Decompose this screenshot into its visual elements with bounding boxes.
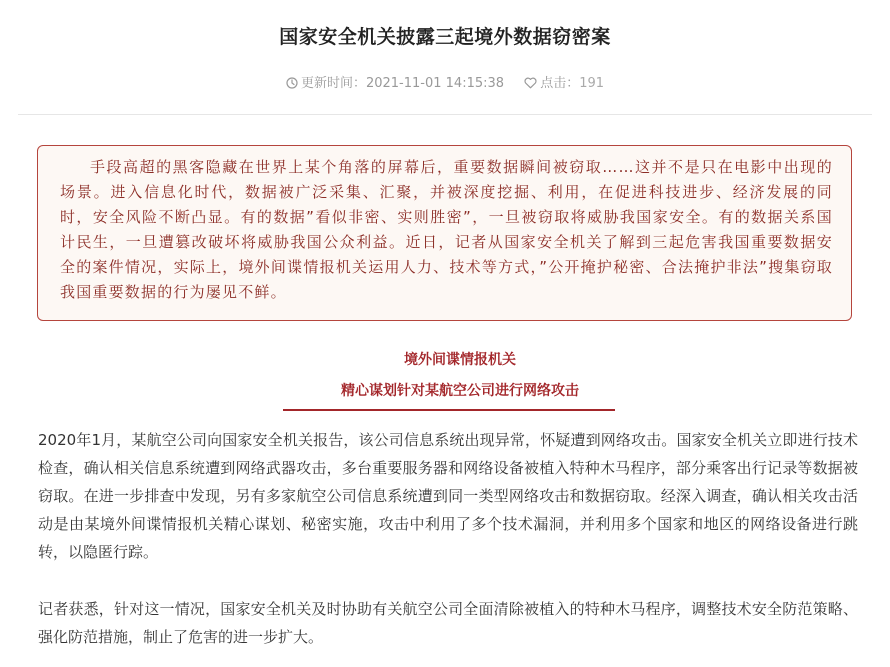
heart-icon	[524, 77, 537, 89]
section-heading-line1: 境外间谍情报机关	[404, 352, 516, 368]
header-divider	[18, 114, 872, 115]
clock-icon	[286, 77, 298, 89]
article-meta	[0, 72, 890, 91]
lead-summary-box: 手段高超的黑客隐藏在世界上某个角落的屏幕后，重要数据瞬间被窃取……这并不是只在电影中出现的场景。进入信息化时代，数据被广泛采集、汇聚，并被深度挖掘、利用，在促进科技进步、经济发展的同时，安全风险不断凸显。有的数据”看似非密、实则胜密”，一旦被窃取将威胁我国家安全。有的数据关系国计民生，一旦遭篡改破坏将威胁我国公众利益。近日，记者从国家安全机关了解到三起危害我国重要数据安全的案件情况，实际上，境外间谍情报机关运用人力、技术等方式，”公开掩护秘密、合法掩护非法”搜集窃取我国重要数据的行为屡见不鲜。	[37, 145, 852, 321]
body-paragraph: 2020年1月，某航空公司向国家安全机关报告，该公司信息系统出现异常，怀疑遭到网络攻击。国家安全机关立即进行技术检查，确认相关信息系统遭到网络武器攻击，多台重要服务器和网络设备被植入特种木马程序，部分乘客出行记录等数据被窃取。在进一步排查中发现，另有多家航空公司信息系统遭到同一类型网络攻击和数据窃取。经深入调查，确认相关攻击活动是由某境外间谍情报机关精心谋划、秘密实施，攻击中利用了多个技术漏洞，并利用多个国家和地区的网络设备进行跳转，以隐匿行踪。	[38, 431, 858, 561]
section-heading-line2: 精心谋划针对某航空公司进行网络攻击	[341, 383, 579, 399]
update-time-label: 更新时间：	[300, 76, 366, 91]
click-count-value: 191	[579, 76, 605, 91]
section-heading-underline	[283, 409, 615, 411]
article-title: 国家安全机关披露三起境外数据窃密案	[279, 26, 611, 48]
update-time-value: 2021-11-01 14:15:38	[365, 76, 505, 91]
update-time-meta	[286, 72, 504, 91]
click-count-meta	[524, 72, 604, 91]
click-count-label: 点击：	[540, 76, 580, 91]
body-paragraph: 记者获悉，针对这一情况，国家安全机关及时协助有关航空公司全面清除被植入的特种木马程序，调整技术安全防范策略、强化防范措施，制止了危害的进一步扩大。	[38, 600, 858, 646]
